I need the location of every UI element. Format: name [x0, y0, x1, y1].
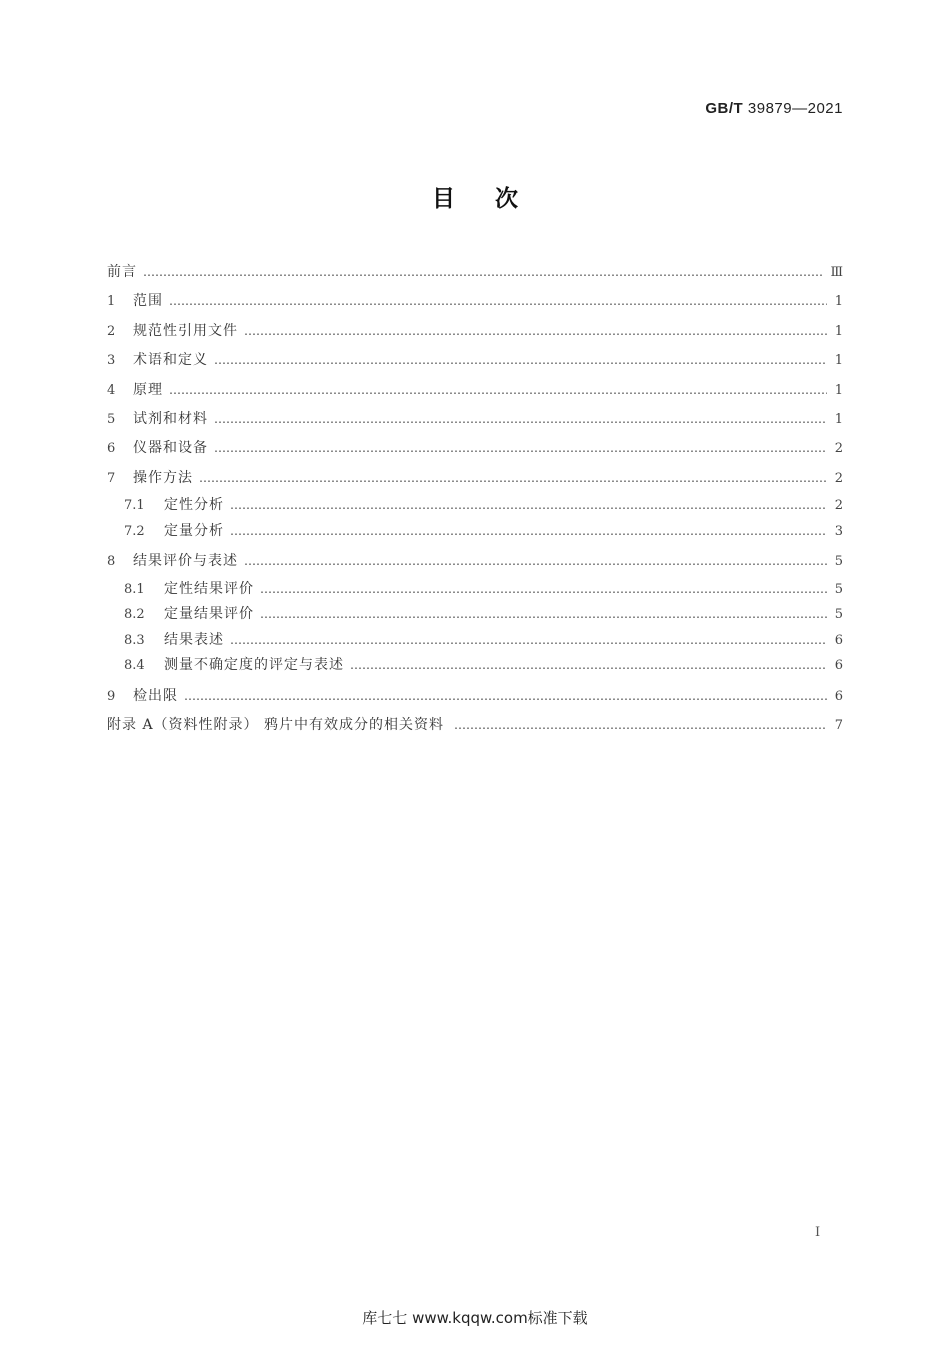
toc-number: 8.4	[124, 658, 145, 674]
toc-label: 定性结果评价	[164, 580, 254, 597]
toc-entry-9[interactable]	[107, 682, 843, 711]
toc-label: 操作方法	[133, 469, 193, 486]
toc-entry-8-2[interactable]	[107, 602, 843, 628]
toc-entry-7-1[interactable]	[107, 493, 843, 519]
toc-number: 4	[107, 382, 116, 398]
toc-entry-appendix-a[interactable]	[107, 711, 843, 740]
toc-leader-dots	[214, 434, 827, 463]
toc-page: 7	[834, 717, 843, 733]
toc-entry-7-2[interactable]	[107, 519, 843, 545]
toc-label: 定量分析	[164, 522, 224, 539]
toc-number: 9	[107, 688, 116, 704]
toc-number: 7.1	[124, 498, 145, 514]
toc-number: 7.2	[124, 523, 145, 539]
toc-entry-1[interactable]	[107, 287, 843, 316]
toc-entry-7[interactable]	[107, 464, 843, 493]
standard-code	[705, 100, 843, 117]
toc-page: 2	[834, 441, 843, 457]
toc-page: 5	[834, 581, 843, 597]
standard-code-number: 39879—2021	[747, 100, 843, 117]
toc-leader-dots	[230, 628, 827, 654]
toc-label: 附录 A（资料性附录） 鸦片中有效成分的相关资料	[107, 716, 445, 733]
toc-page: 3	[834, 523, 843, 539]
toc-leader-dots	[260, 602, 827, 628]
toc-entry-foreword[interactable]	[107, 258, 843, 287]
toc-leader-dots	[184, 682, 827, 711]
toc-entry-3[interactable]	[107, 346, 843, 375]
page-title: 目次	[432, 186, 558, 212]
toc-number: 8	[107, 554, 116, 570]
toc-leader-dots	[260, 577, 827, 603]
toc-leader-dots	[350, 653, 827, 679]
footer-watermark: 库七七 www.kqqw.com标准下载	[362, 1309, 588, 1327]
toc-leader-dots	[199, 464, 827, 493]
toc-page: 6	[834, 688, 843, 704]
toc-page: 1	[834, 323, 843, 339]
standard-code-prefix: GB/T	[705, 100, 744, 117]
toc-leader-dots	[230, 519, 827, 545]
toc-label: 定量结果评价	[164, 606, 254, 623]
toc-leader-dots	[169, 287, 827, 316]
toc-page: 1	[834, 294, 843, 310]
toc-leader-dots	[214, 405, 827, 434]
toc-number: 8.3	[124, 632, 145, 648]
toc-entry-8-3[interactable]	[107, 628, 843, 654]
toc-leader-dots	[454, 711, 827, 740]
toc-label: 范围	[133, 293, 163, 310]
toc-entry-2[interactable]	[107, 317, 843, 346]
toc-number: 7	[107, 470, 116, 486]
toc-number: 1	[107, 294, 116, 310]
toc-label: 试剂和材料	[133, 410, 208, 427]
toc-page: 6	[834, 632, 843, 648]
toc-label: 测量不确定度的评定与表述	[164, 657, 344, 674]
table-of-contents	[107, 258, 843, 740]
toc-entry-8-4[interactable]	[107, 653, 843, 679]
toc-page: 5	[834, 607, 843, 623]
toc-page: 1	[834, 382, 843, 398]
toc-label: 结果评价与表述	[133, 553, 238, 570]
toc-leader-dots	[244, 547, 827, 576]
toc-page: 1	[834, 353, 843, 369]
toc-label: 术语和定义	[133, 352, 208, 369]
toc-page: 5	[834, 554, 843, 570]
toc-label: 检出限	[133, 687, 178, 704]
toc-entry-4[interactable]	[107, 376, 843, 405]
toc-leader-dots	[214, 346, 827, 375]
toc-page: 2	[834, 470, 843, 486]
toc-label: 规范性引用文件	[133, 322, 238, 339]
toc-number: 2	[107, 323, 116, 339]
toc-label: 定性分析	[164, 497, 224, 514]
toc-page: 1	[834, 411, 843, 427]
toc-entry-8-1[interactable]	[107, 577, 843, 603]
toc-page: Ⅲ	[830, 265, 843, 280]
toc-label: 结果表述	[164, 631, 224, 648]
toc-number: 6	[107, 441, 116, 457]
toc-leader-dots	[244, 317, 827, 346]
toc-label: 原理	[133, 381, 163, 398]
toc-number: 8.1	[124, 581, 145, 597]
toc-label: 前言	[107, 264, 137, 280]
toc-page: 2	[834, 498, 843, 514]
toc-label: 仪器和设备	[133, 440, 208, 457]
toc-entry-5[interactable]	[107, 405, 843, 434]
toc-leader-dots	[143, 258, 824, 287]
toc-number: 3	[107, 353, 116, 369]
toc-page: 6	[834, 658, 843, 674]
toc-number: 8.2	[124, 607, 145, 623]
toc-leader-dots	[230, 493, 827, 519]
toc-leader-dots	[169, 376, 827, 405]
toc-entry-8[interactable]	[107, 547, 843, 576]
toc-number: 5	[107, 411, 116, 427]
toc-entry-6[interactable]	[107, 434, 843, 463]
page-number: Ⅰ	[815, 1225, 821, 1240]
